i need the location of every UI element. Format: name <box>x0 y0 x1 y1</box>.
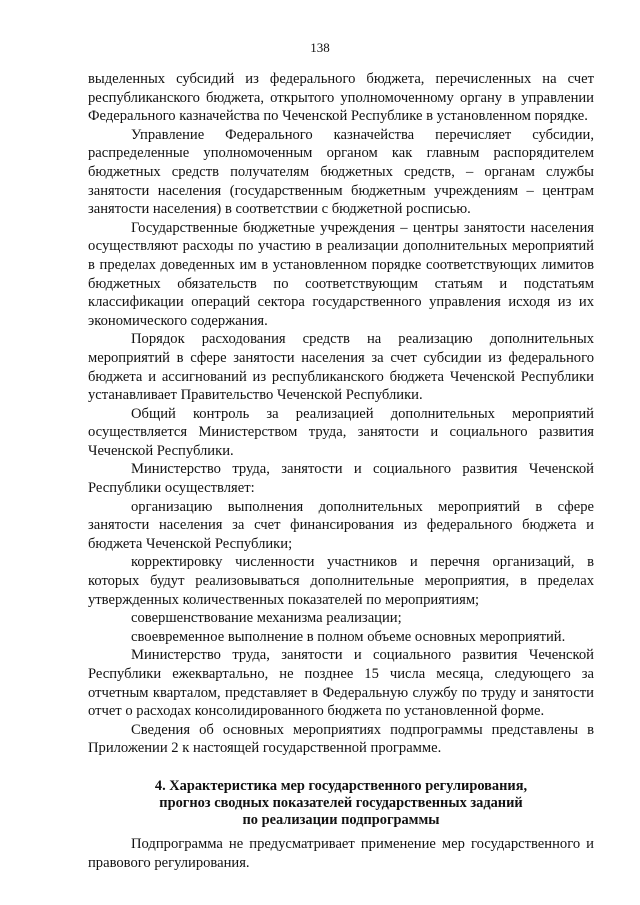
list-item: организацию выполнения дополнительных мероприятий в сфере занятости населения за счет финансирования из федерального бюджета и бюджета Чеченской Республики; <box>88 498 594 552</box>
list-item: своевременное выполнение в полном объеме основных мероприятий. <box>131 628 566 645</box>
paragraph: Сведения об основных мероприятиях подпрограммы представлены в Приложении 2 к настоящей государственной программе. <box>88 721 594 757</box>
paragraph: Министерство труда, занятости и социального развития Чеченской Республики ежеквартально, не позднее 15 числа месяца, следующего за отчетным кварталом, представляет в Федеральную службу по труду и занятости отчет о расходах консолидированного бюджета по установленной форме. <box>88 647 594 720</box>
paragraph: Порядок расходования средств на реализацию дополнительных мероприятий в сфере занятости населения за счет субсидии из федерального бюджета и ассигнований из республиканского бюджета Чеченской Республики устанавливает Правительство Чеченской Республики. <box>88 331 594 404</box>
section-heading <box>88 778 594 828</box>
list-item: корректировку численности участников и перечня организаций, в которых будут реализовываться дополнительные мероприятия, в пределах утвержденных количественных показателей по мероприятиям; <box>88 554 594 608</box>
final-paragraph: Подпрограмма не предусматривает применение мер государственного и правового регулирования. <box>88 836 594 871</box>
paragraph: Общий контроль за реализацией дополнительных мероприятий осуществляется Министерством труда, занятости и социального развития Чеченской Республики. <box>88 405 594 459</box>
page-number: 138 <box>310 40 330 55</box>
paragraph: выделенных субсидий из федерального бюджета, перечисленных на счет республиканского бюджета, открытого уполномоченному органу в управлении Федерального казначейства по Чеченской Республике в установленном порядке. <box>88 71 594 125</box>
section-heading-line: по реализации подпрограммы <box>242 811 440 828</box>
paragraph: Министерство труда, занятости и социального развития Чеченской Республики осуществляет: <box>88 461 594 497</box>
section-heading-line: прогноз сводных показателей государственных заданий <box>159 794 523 811</box>
paragraph: Государственные бюджетные учреждения – центры занятости населения осуществляют расходы по участию в реализации дополнительных мероприятий в пределах доведенных им в установленном порядке соответствующих лимитов бюджетных обязательств по соответствующим статьям и подстатьям классификации операций сектора государственного управления исходя из их экономического содержания. <box>88 219 594 329</box>
section-heading-line: 4. Характеристика мер государственного регулирования, <box>154 777 528 794</box>
paragraph: Управление Федерального казначейства перечисляет субсидии, распределенные уполномоченным органом как главным распорядителем бюджетных средств получателям бюджетных средств, – органам службы занятости населения (государственным бюджетным учреждениям – центрам занятости населения) в соответствии с бюджетной росписью. <box>88 126 594 218</box>
document-body <box>88 70 594 873</box>
list-item: совершенствование механизма реализации; <box>131 610 402 627</box>
